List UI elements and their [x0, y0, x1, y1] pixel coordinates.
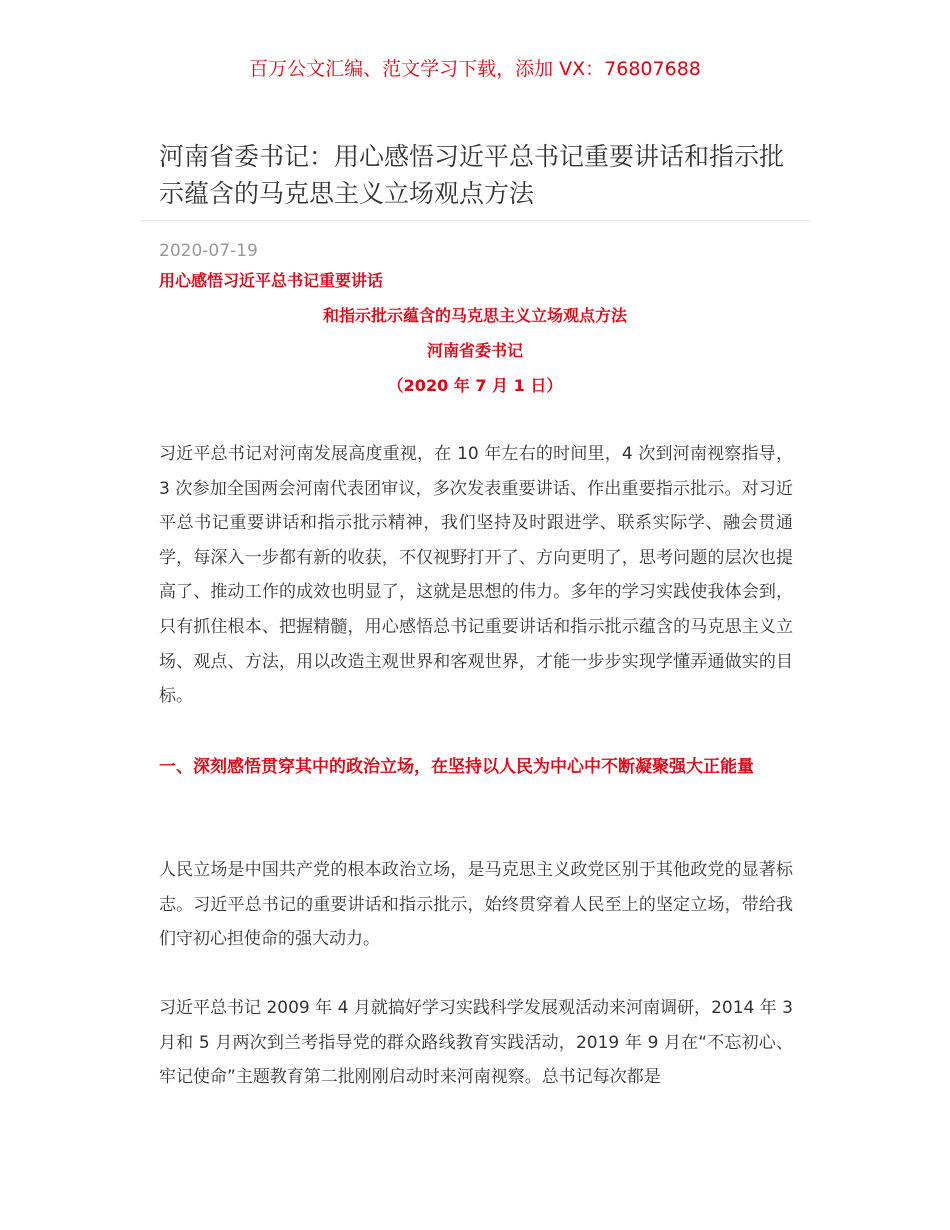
- article-title: 河南省委书记：用心感悟习近平总书记重要讲话和指示批示蕴含的马克思主义立场观点方法: [159, 142, 785, 208]
- publish-date: 2020-07-19: [159, 241, 258, 261]
- heading-author: 河南省委书记: [426, 341, 523, 360]
- title-divider: [140, 220, 810, 221]
- heading-date: （2020 年 7 月 1 日）: [387, 376, 563, 395]
- paragraph-visits: 习近平总书记 2009 年 4 月就搞好学习实践科学发展观活动来河南调研，2014 年 3 月和 5 月两次到兰考指导党的群众路线教育实践活动，2019 年 9 月在“不忘初心、牢记使命”主题教育第二批刚刚启动时来河南视察。总书记每次都是: [159, 998, 793, 1088]
- heading-line-1: 用心感悟习近平总书记重要讲话: [159, 271, 384, 290]
- section-heading-1: 一、深刻感悟贯穿其中的政治立场，在坚持以人民为中心中不断凝聚强大正能量: [159, 757, 754, 777]
- paragraph-people-stance: 人民立场是中国共产党的根本政治立场，是马克思主义政党区别于其他政党的显著标志。习近平总书记的重要讲话和指示批示，始终贯穿着人民至上的坚定立场，带给我们守初心担使命的强大动力。: [159, 860, 793, 950]
- paragraph-intro: 习近平总书记对河南发展高度重视，在 10 年左右的时间里，4 次到河南视察指导，3 次参加全国两会河南代表团审议，多次发表重要讲话、作出重要指示批示。对习近平总书记重要讲话和指示批示精神，我们坚持及时跟进学、联系实际学、融会贯通学，每深入一步都有新的收获，不仅视野打开了、方向更明了，思考问题的层次也提高了、推动工作的成效也明显了，这就是思想的伟力。多年的学习实践使我体会到，只有抓住根本、把握精髓，用心感悟总书记重要讲话和指示批示蕴含的马克思主义立场、观点、方法，用以改造主观世界和客观世界，才能一步步实现学懂弄通做实的目标。: [159, 444, 793, 707]
- promo-banner: 百万公文汇编、范文学习下载，添加 VX：76807688: [249, 58, 701, 80]
- heading-line-2: 和指示批示蕴含的马克思主义立场观点方法: [322, 306, 627, 325]
